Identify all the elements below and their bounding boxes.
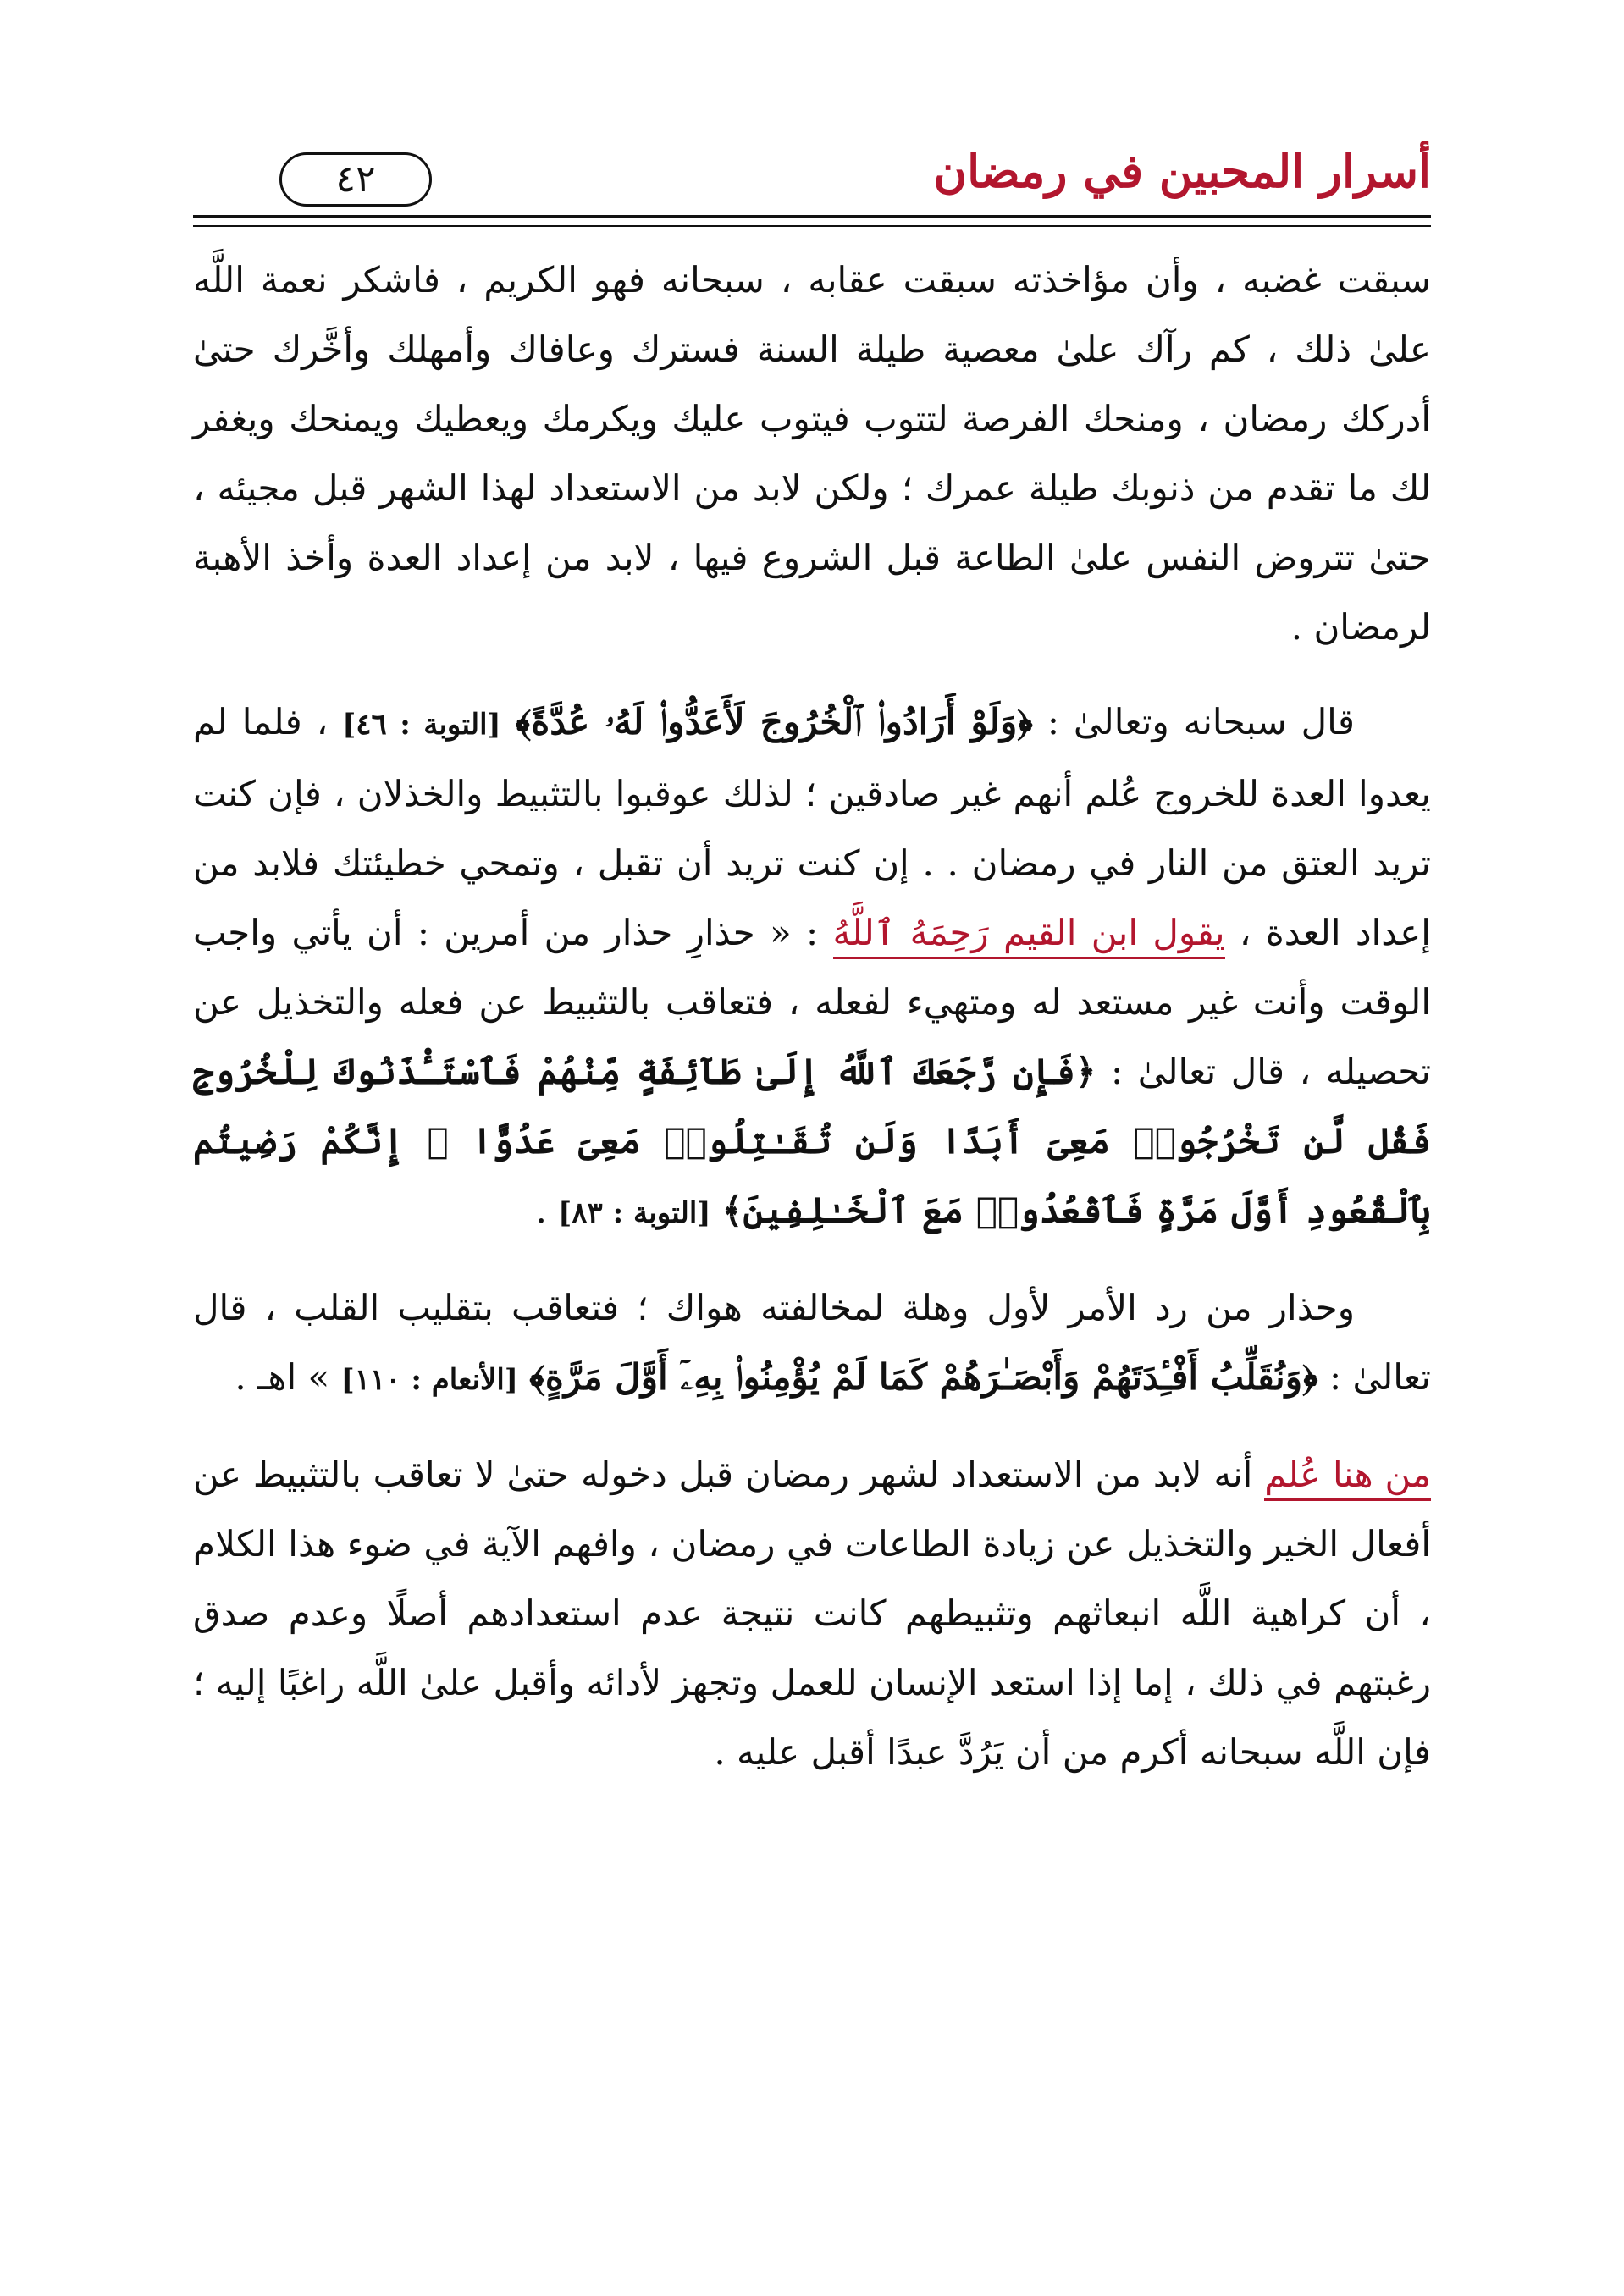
paragraph-1: سبقت غضبه ، وأن مؤاخذته سبقت عقابه ، سبحانه فهو الكريم ، فاشكر نعمة اللَّه علىٰ ذلك ، كم رآك علىٰ معصية طيلة السنة فسترك وعافاك وأمهلك وأخَّرك حتىٰ أدركك رمضان ، ومنحك الفرصة لتتوب فيتوب عليك ويكرمك ويعطيك ويمنحك ويغفر لك ما تقدم من ذنوبك طيلة عمرك ؛ ولكن لابد من الاستعداد لهذا الشهر قبل مجيئه ، حتىٰ تتروض النفس علىٰ الطاعة قبل الشروع فيها ، لابد من إعداد العدة وأخذ الأهبة لرمضان . (193, 259, 1432, 648)
p4-text: أنه لابد من الاستعداد لشهر رمضان قبل دخوله حتىٰ لا تعاقب بالتثبيط عن أفعال الخير والتخذيل عن زيادة الطاعات في رمضان ، وافهم الآية في ضوء هذا الكلام ، أن كراهية اللَّه انبعاثهم وتثبيطهم كانت نتيجة عدم استعدادهم أصلًا وعدم صدق رغبتهم في ذلك ، إما إذا استعد الإنسان للعمل وتجهز لأدائه وأقبل علىٰ اللَّه راغبًا إليه ؛ فإن اللَّه سبحانه أكرم من أن يَرُدَّ عبدًا أقبل عليه . (193, 1454, 1431, 1773)
ibn-qayyim-highlight: يقول ابن القيم رَحِمَهُ ٱللَّهُ (833, 912, 1225, 959)
verse-reference: [التوبة : ٤٦] (342, 708, 501, 742)
quran-verse-tawbah-46: ﴿وَلَوْ أَرَادُوا۟ ٱلْخُرُوجَ لَأَعَدُّوا۟ لَهُۥ عُدَّةً﴾ (515, 701, 1033, 742)
p3-intro: وحذار من رد الأمر لأول وهلة لمخالفته هواك ؛ فتعاقب بتقليب القلب ، قال تعالىٰ : (193, 1287, 1431, 1398)
quran-verse-tawbah-83: ﴿فَإِن رَّجَعَكَ ٱللَّهُ إِلَىٰ طَآئِفَةٍ مِّنْهُمْ فَٱسْتَـْٔذَنُوكَ لِلْخُرُوجِ فَقُل لَّن تَخْرُجُوا۟ مَعِىَ أَبَدًا وَلَن تُقَـٰتِلُوا۟ مَعِىَ عَدُوًّا ۖ إِنَّكُمْ رَضِيتُم بِٱلْقُعُودِ أَوَّلَ مَرَّةٍ فَٱقْعُدُوا۟ مَعَ ٱلْخَـٰلِفِينَ﴾ (193, 1051, 1431, 1231)
verse-reference: [الأنعام : ١١٠] (340, 1363, 518, 1397)
running-title: أسرار المحبين في رمضان (933, 144, 1431, 198)
paragraph-4 (193, 1440, 1431, 1787)
paragraph-3 (193, 1273, 1431, 1415)
min-huna-ulim-highlight: من هنا عُلم (1264, 1454, 1431, 1501)
header-rule-thin (193, 225, 1431, 227)
p2-end: . (535, 1189, 547, 1231)
p2-middle: ، فلما لم يعدوا العدة للخروج عُلم أنهم غير صادقين ؛ لذلك عوقبوا بالتثبيط والخذلان ، فإن كنت تريد العتق من النار في رمضان . . إن كنت تريد أن تقبل ، وتمحي خطيئتك فلابد من إعداد العدة ، (193, 701, 1431, 953)
body-text (193, 246, 1431, 1813)
p3-end: » اهـ . (235, 1356, 330, 1398)
page-number-badge (279, 152, 432, 207)
p2-intro: قال سبحانه وتعالىٰ : (1047, 701, 1356, 742)
page-number: ٤٢ (335, 157, 376, 201)
header-rule-thick (193, 215, 1431, 218)
p2-after-highlight: : « حذارِ حذار من أمرين : أن يأتي واجب الوقت وأنت غير مستعد له ومتهيء لفعله ، فتعاقب بالتثبيط عن فعله والتخذيل عن تحصيله ، قال تعالىٰ : (193, 912, 1431, 1092)
page-header (0, 0, 1624, 229)
verse-reference: [التوبة : ٨٣] (558, 1196, 711, 1230)
paragraph-2 (193, 687, 1431, 1248)
quran-verse-anam-110: ﴿وَنُقَلِّبُ أَفْـِٔدَتَهُمْ وَأَبْصَـٰرَهُمْ كَمَا لَمْ يُؤْمِنُوا۟ بِهِۦٓ أَوَّلَ مَرَّةٍ﴾ (529, 1356, 1318, 1398)
